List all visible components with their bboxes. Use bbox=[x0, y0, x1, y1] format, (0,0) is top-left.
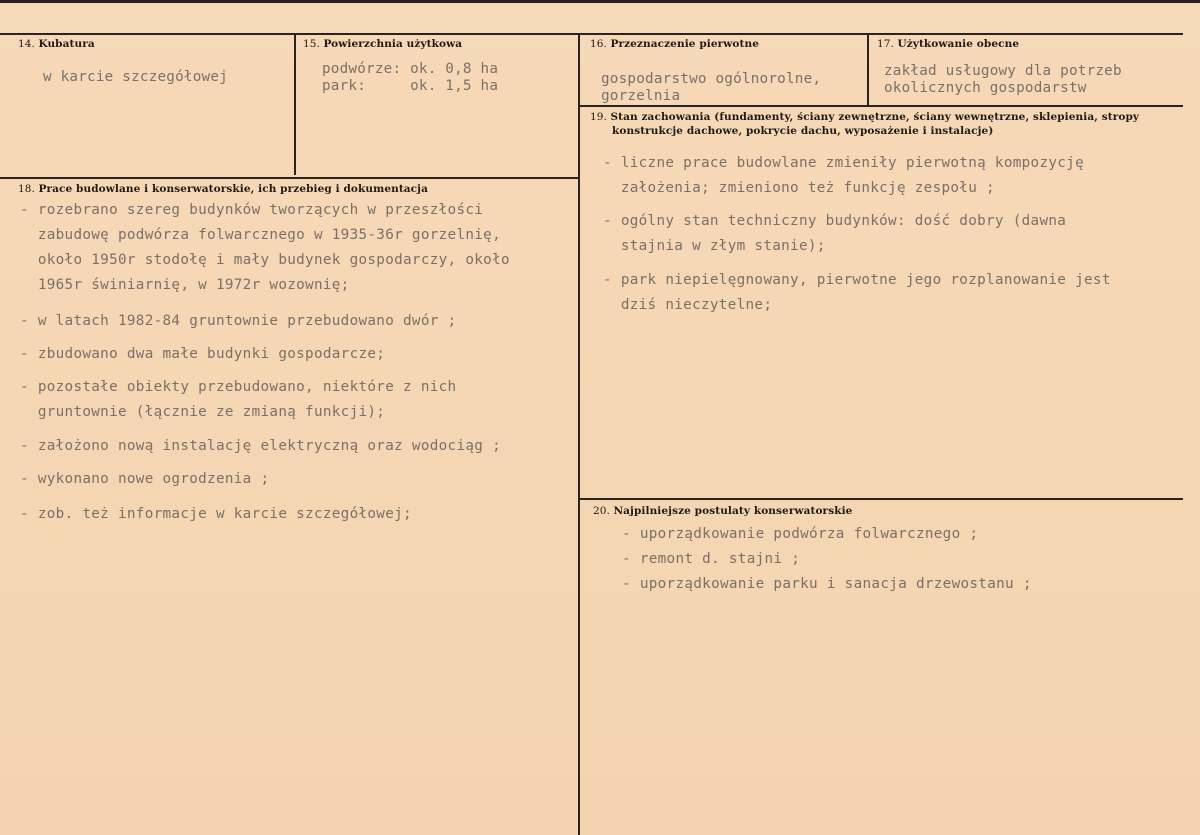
divider-top bbox=[0, 33, 1183, 35]
field-15-title: Powierzchnia użytkowa bbox=[323, 38, 463, 50]
field-14-value: w karcie szczegółowej bbox=[43, 69, 228, 85]
field-16-title: Przeznaczenie pierwotne bbox=[610, 38, 759, 50]
field-20-label bbox=[593, 504, 852, 518]
field-17-line-2: okolicznych gospodarstw bbox=[884, 80, 1087, 96]
field-15-line-1: podwórze: ok. 0,8 ha bbox=[322, 61, 499, 77]
field-20-title: Najpilniejsze postulaty konserwatorskie bbox=[613, 505, 853, 517]
top-edge bbox=[0, 0, 1200, 3]
field-18-item-7 bbox=[20, 502, 412, 527]
field-18-item-1-line-1: - rozebrano szereg budynków tworzących w przeszłości bbox=[20, 202, 484, 218]
field-18-item-6-line-1: - wykonano nowe ogrodzenia ; bbox=[20, 471, 270, 487]
field-18-item-4 bbox=[20, 375, 456, 425]
field-19-item-1-line-2: założenia; zmieniono też funkcję zespołu ; bbox=[603, 180, 995, 196]
field-19-title-line-1: Stan zachowania (fundamenty, ściany zewnętrzne, ściany wewnętrzne, sklepienia, stropy bbox=[610, 111, 1140, 123]
field-19-item-3 bbox=[603, 268, 1111, 318]
field-16-line-2: gorzelnia bbox=[601, 88, 681, 104]
field-19-label bbox=[590, 110, 1139, 124]
field-19-item-1 bbox=[603, 151, 1084, 201]
field-18-item-1-line-2: zabudowę podwórza folwarcznego w 1935-36r gorzelnię, bbox=[20, 227, 502, 243]
divider-v3 bbox=[867, 33, 869, 105]
field-17-title: Użytkowanie obecne bbox=[897, 38, 1020, 50]
divider-f18-top bbox=[0, 177, 580, 179]
field-14-label bbox=[18, 37, 95, 51]
field-18-item-3-line-1: - zbudowano dwa małe budynki gospodarcze; bbox=[20, 346, 386, 362]
field-20-number: 20. bbox=[593, 505, 610, 517]
field-15-number: 15. bbox=[303, 38, 320, 50]
field-19-item-2 bbox=[603, 209, 1066, 259]
field-19-item-2-line-1: - ogólny stan techniczny budynków: dość dobry (dawna bbox=[603, 213, 1067, 229]
field-19-item-3-line-1: - park niepielęgnowany, pierwotne jego rozplanowanie jest bbox=[603, 272, 1111, 288]
field-18-item-2-line-1: - w latach 1982-84 gruntownie przebudowano dwór ; bbox=[20, 313, 457, 329]
field-19-title-line-2: konstrukcje dachowe, pokrycie dachu, wyposażenie i instalacje) bbox=[612, 125, 994, 137]
field-17-label bbox=[877, 37, 1019, 51]
field-18-item-1 bbox=[20, 198, 510, 298]
field-19-item-2-line-2: stajnia w złym stanie); bbox=[603, 238, 826, 254]
divider-v2 bbox=[578, 33, 580, 835]
field-14-title: Kubatura bbox=[38, 38, 95, 50]
field-16-label bbox=[590, 37, 759, 51]
field-18-label bbox=[18, 182, 428, 196]
field-16-number: 16. bbox=[590, 38, 607, 50]
field-20-item-2: - remont d. stajni ; bbox=[622, 551, 801, 567]
field-20-item-1: - uporządkowanie podwórza folwarcznego ; bbox=[622, 526, 979, 542]
field-18-item-1-line-3: około 1950r stodołę i mały budynek gospodarczy, około bbox=[20, 252, 510, 268]
field-18-title: Prace budowlane i konserwatorskie, ich przebieg i dokumentacja bbox=[38, 183, 428, 195]
field-18-item-3 bbox=[20, 342, 385, 367]
field-14-number: 14. bbox=[18, 38, 35, 50]
field-19-item-3-line-2: dziś nieczytelne; bbox=[603, 297, 773, 313]
field-16-line-1: gospodarstwo ogólnorolne, bbox=[601, 71, 822, 87]
field-17-line-1: zakład usługowy dla potrzeb bbox=[884, 63, 1122, 79]
field-20-item-3: - uporządkowanie parku i sanacja drzewostanu ; bbox=[622, 576, 1032, 592]
divider-f19-top bbox=[578, 105, 1183, 107]
field-20-items bbox=[622, 522, 1032, 597]
field-19-number: 19. bbox=[590, 111, 607, 123]
field-19-item-1-line-1: - liczne prace budowlane zmieniły pierwotną kompozycję bbox=[603, 155, 1085, 171]
field-18-number: 18. bbox=[18, 183, 35, 195]
field-18-item-5 bbox=[20, 434, 501, 459]
divider-f20-top bbox=[578, 498, 1183, 500]
field-18-item-4-line-2: gruntownie (łącznie ze zmianą funkcji); bbox=[20, 404, 386, 420]
field-18-item-4-line-1: - pozostałe obiekty przebudowano, niektóre z nich bbox=[20, 379, 457, 395]
divider-v1 bbox=[294, 33, 296, 175]
field-18-item-6 bbox=[20, 467, 269, 492]
field-17-number: 17. bbox=[877, 38, 894, 50]
field-15-label bbox=[303, 37, 462, 51]
field-18-item-1-line-4: 1965r świniarnię, w 1972r wozownię; bbox=[20, 277, 350, 293]
field-18-item-5-line-1: - założono nową instalację elektryczną oraz wodociąg ; bbox=[20, 438, 502, 454]
field-15-line-2: park: ok. 1,5 ha bbox=[322, 78, 499, 94]
field-18-item-7-line-1: - zob. też informacje w karcie szczegółowej; bbox=[20, 506, 412, 522]
field-18-item-2 bbox=[20, 309, 456, 334]
